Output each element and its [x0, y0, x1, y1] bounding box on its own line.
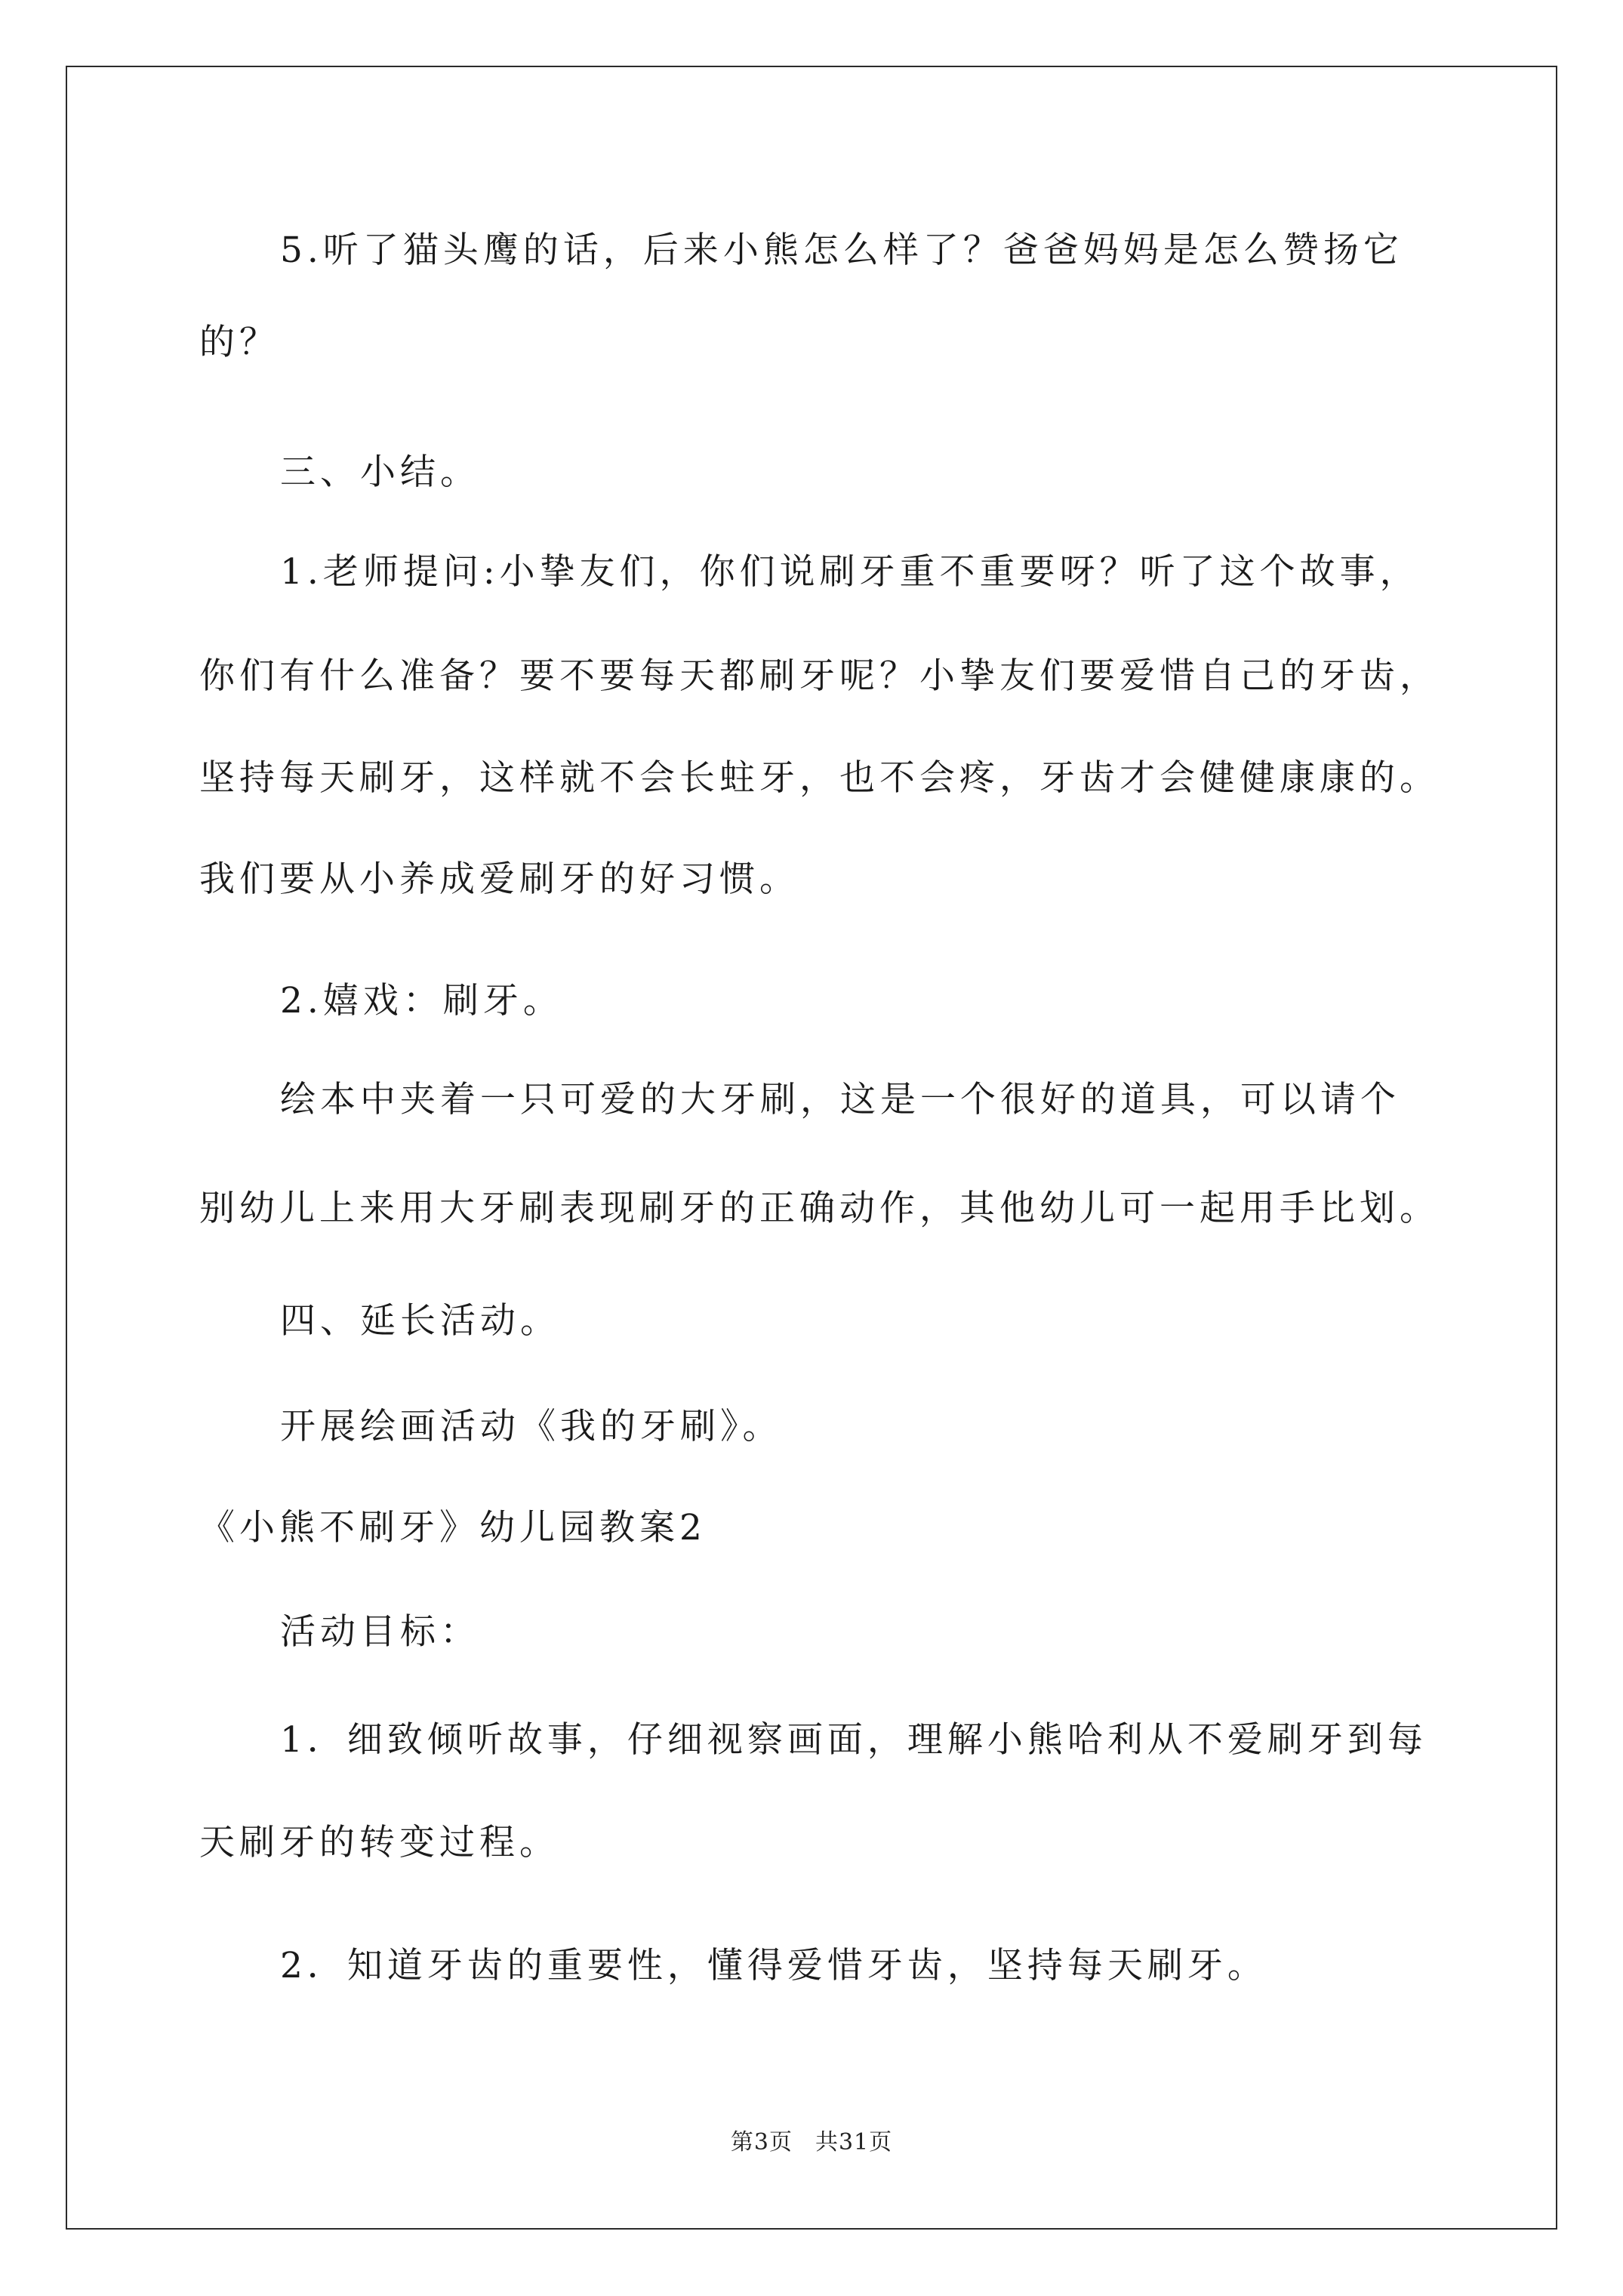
lesson-title: 《小熊不刷牙》幼儿园教案2	[199, 1507, 707, 1549]
page-footer	[0, 2128, 1623, 2158]
paragraph-line: 你们有什么准备？要不要每天都刷牙呢？小挚友们要爱惜自己的牙齿，	[199, 655, 1440, 697]
paragraph-line: 1.老师提问:小挚友们，你们说刷牙重不重要呀？听了这个故事，	[280, 551, 1420, 593]
paragraph-line: 坚持每天刷牙，这样就不会长蛀牙，也不会疼，牙齿才会健健康康的。	[199, 757, 1440, 799]
paragraph-line: 1．细致倾听故事，仔细视察画面，理解小熊哈利从不爱刷牙到每	[280, 1719, 1427, 1761]
paragraph-line: 5.听了猫头鹰的话，后来小熊怎么样了？爸爸妈妈是怎么赞扬它	[280, 230, 1403, 271]
paragraph-line: 天刷牙的转变过程。	[199, 1822, 559, 1863]
paragraph-line: 2．知道牙齿的重要性，懂得爱惜牙齿，坚持每天刷牙。	[280, 1945, 1267, 1986]
paragraph-line: 2.嬉戏：刷牙。	[280, 980, 563, 1022]
paragraph-line: 的？	[199, 322, 279, 363]
page-frame	[66, 66, 1557, 2230]
section-heading: 四、延长活动。	[280, 1300, 560, 1342]
page-total: 共31页	[815, 2129, 893, 2156]
paragraph-line: 绘本中夹着一只可爱的大牙刷，这是一个很好的道具，可以请个	[280, 1079, 1400, 1120]
page-number: 第3页	[730, 2129, 793, 2156]
paragraph-line: 别幼儿上来用大牙刷表现刷牙的正确动作，其他幼儿可一起用手比划。	[199, 1188, 1440, 1229]
section-heading: 活动目标：	[280, 1611, 480, 1653]
paragraph-line: 开展绘画活动《我的牙刷》。	[280, 1406, 783, 1447]
section-heading: 三、小结。	[280, 451, 480, 493]
paragraph-line: 我们要从小养成爱刷牙的好习惯。	[199, 858, 799, 900]
